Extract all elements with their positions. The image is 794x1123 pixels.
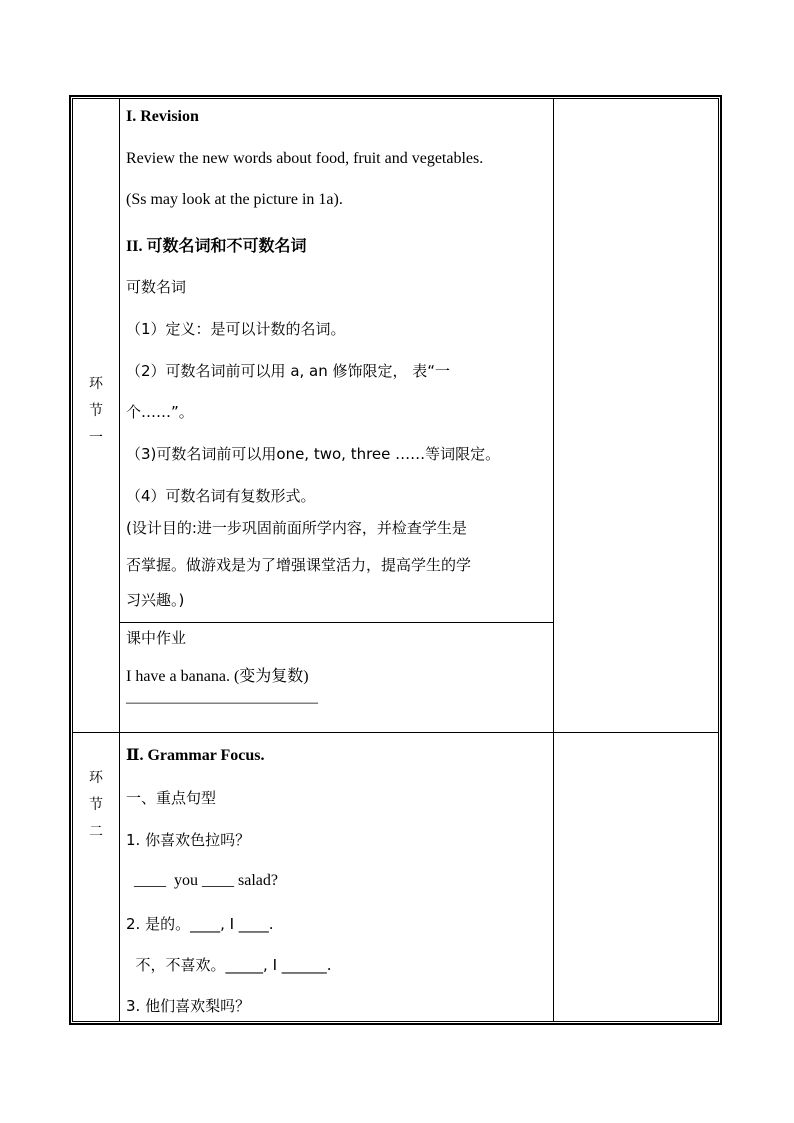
homework-title: 课中作业 [126, 629, 187, 647]
column-divider-label [119, 99, 120, 1021]
section-2-label-char: 二 [89, 824, 103, 840]
section-2-label [73, 765, 119, 846]
section-2-label-char: 节 [89, 797, 103, 813]
revision-heading: I. Revision [126, 108, 199, 125]
question-2: 2. 是的。____, I ____. [126, 915, 274, 933]
key-sentences-heading: 一、重点句型 [126, 789, 217, 807]
plural-item: （4）可数名词有复数形式。 [126, 487, 316, 505]
noun-heading: II. 可数名词和不可数名词 [126, 238, 307, 255]
design-purpose: (设计目的:进一步巩固前面所学内容，并检查学生是 [126, 519, 467, 537]
answer-line: ———————————— [126, 694, 318, 711]
table-inner-border [72, 98, 719, 1022]
homework-question: I have a banana. (变为复数) [126, 668, 309, 685]
section-1-label-char: 一 [89, 430, 103, 446]
section-1-label-char: 环 [89, 376, 103, 392]
homework-divider [119, 622, 553, 623]
revision-note: (Ss may look at the picture in 1a). [126, 191, 343, 208]
section-1-label-char: 节 [89, 403, 103, 419]
question-2-negative: 不，不喜欢。_____, I ______. [126, 956, 332, 974]
revision-line: Review the new words about food, fruit and vegetables. [126, 150, 484, 167]
lesson-plan-table [69, 95, 722, 1025]
numeral-item: （3)可数名词前可以用one, two, three ……等词限定。 [126, 445, 501, 463]
row-divider [73, 732, 718, 733]
design-purpose: 习兴趣。) [126, 591, 185, 609]
definition-item: （1）定义：是可以计数的名词。 [126, 320, 346, 338]
section-2-label-char: 环 [89, 770, 103, 786]
countable-title: 可数名词 [126, 278, 187, 296]
design-purpose: 否掌握。做游戏是为了增强课堂活力，提高学生的学 [126, 556, 472, 574]
article-item-cont: 个……”。 [126, 403, 194, 421]
article-item: （2）可数名词前可以用 a, an 修饰限定， 表“一 [126, 362, 451, 380]
grammar-heading: Ⅱ. Grammar Focus. [126, 747, 265, 764]
question-1-blanks: ____ you ____ salad? [126, 872, 278, 889]
column-divider-notes [553, 99, 554, 1021]
question-1: 1. 你喜欢色拉吗？ [126, 831, 251, 849]
section-1-label [73, 371, 119, 452]
question-3: 3. 他们喜欢梨吗？ [126, 997, 251, 1015]
